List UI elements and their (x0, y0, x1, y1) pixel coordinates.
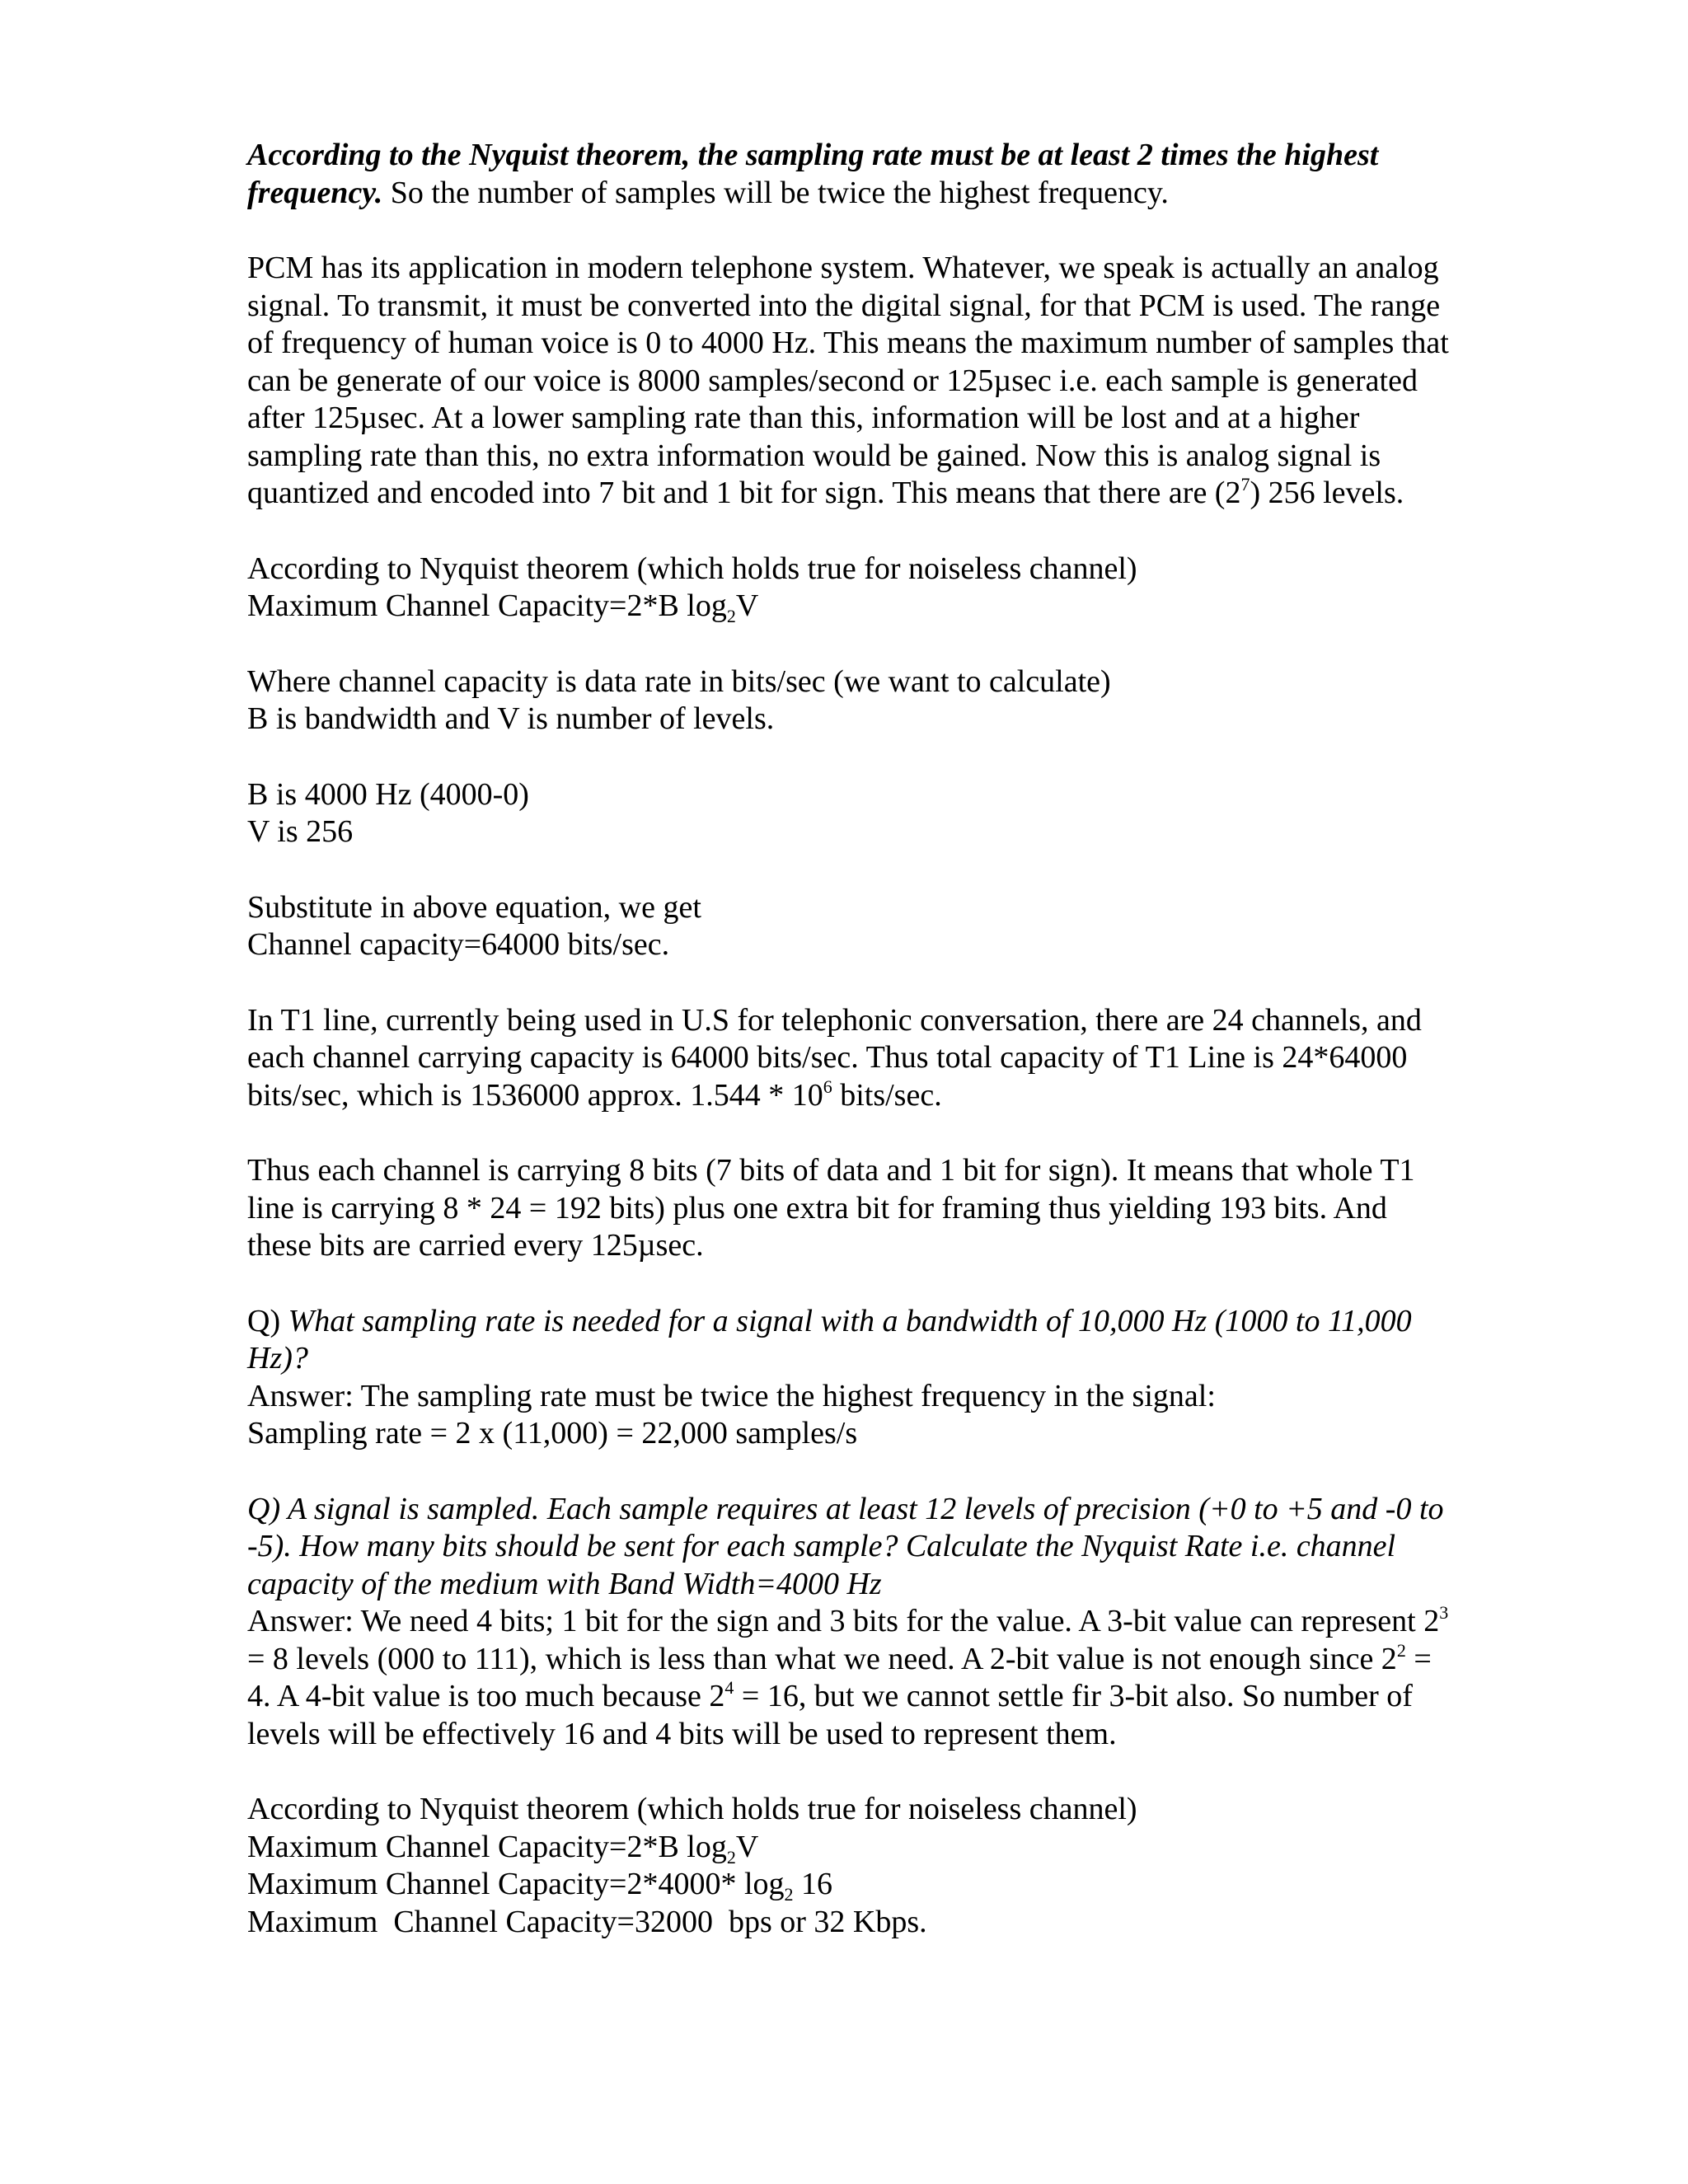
intro-paragraph (247, 137, 1451, 212)
capacity-formula-3 (247, 1866, 1451, 1904)
answer-2-exp-3: 4 (724, 1677, 734, 1698)
bandwidth-value: B is 4000 Hz (4000-0) (247, 776, 529, 812)
answer-2-part-3: = 4. A 4-bit value is too much because 2 (247, 1641, 1432, 1713)
answer-2 (247, 1603, 1451, 1753)
where-line-2: B is bandwidth and V is number of levels. (247, 701, 775, 736)
capacity-final: Maximum Channel Capacity=32000 bps or 32 Kbps. (247, 1904, 927, 1939)
answer-1-line-2: Sampling rate = 2 x (11,000) = 22,000 samples/s (247, 1416, 858, 1451)
answer-1-line-1: Answer: The sampling rate must be twice the highest frequency in the signal: (247, 1378, 1216, 1413)
answer-2-part-1: Answer: We need 4 bits; 1 bit for the sign and 3 bits for the value. A 3-bit value can represent 2 (247, 1604, 1440, 1638)
formula-2-a: Maximum Channel Capacity=2*B log (247, 1829, 727, 1864)
t1-paragraph (247, 1002, 1451, 1115)
formula-2-b: V (735, 1829, 759, 1864)
where-line-1: Where channel capacity is data rate in bits/sec (we want to calculate) (247, 663, 1111, 699)
answer-2-exp-1: 3 (1439, 1602, 1449, 1623)
formula-1-subscript: 2 (726, 606, 736, 626)
bits-paragraph: Thus each channel is carrying 8 bits (7 bits of data and 1 bit for sign). It means that whole T1 line is carrying 8 * 24 = 192 bits) plus one extra bit for framing thus yielding 193 bits. And these bits are carried every 125µsec. (247, 1153, 1415, 1263)
formula-2-subscript: 2 (726, 1846, 736, 1868)
formula-1-a: Maximum Channel Capacity=2*B log (247, 588, 727, 623)
t1-text: In T1 line, currently being used in U.S for telephonic conversation, there are 24 channels, and each channel carrying capacity is 64000 bits/sec. Thus total capacity of T1 Line is 24*64000 bits/sec, which is 1536000 approx. 1.544 * 10 (247, 1002, 1422, 1113)
capacity-formula-2 (247, 1829, 1451, 1867)
levels-value: V is 256 (247, 814, 354, 849)
pcm-text: PCM has its application in modern telephone system. Whatever, we speak is actually an analog signal. To transmit, it must be converted into the digital signal, for that PCM is used. The range of frequency of human voice is 0 to 4000 Hz. This means the maximum number of samples that can be generate of our voice is 8000 samples/second or 125µsec i.e. each sample is generated after 125µsec. At a lower sampling rate than this, information will be lost and at a higher sampling rate than this, no extra information would be gained. Now this is analog signal is quantized and encoded into 7 bit and 1 bit for sign. This means that there are (2 (247, 251, 1449, 510)
answer-2-exp-2: 2 (1396, 1639, 1406, 1661)
formula-3-subscript: 2 (784, 1884, 794, 1905)
question-1-prefix: Q) (247, 1303, 288, 1338)
substitute-line: Substitute in above equation, we get (247, 889, 701, 925)
intro-emphasis: According to the Nyquist theorem, the sampling rate must be at least 2 times the highest frequency. (247, 138, 1379, 210)
question-2: Q) A signal is sampled. Each sample requires at least 12 levels of precision (+0 to +5 and -0 to -5). How many bits should be sent for each sample? Calculate the Nyquist Rate i.e. channel capacity of the medium with Band Width=4000 Hz (247, 1491, 1444, 1601)
question-1 (247, 1303, 1451, 1378)
nyquist-statement-2: According to Nyquist theorem (which holds true for noiseless channel) (247, 1792, 1137, 1826)
pcm-paragraph (247, 250, 1451, 513)
formula-3-b: 16 (793, 1867, 833, 1901)
document-page (247, 137, 1451, 1941)
formula-3-a: Maximum Channel Capacity=2*4000* log (247, 1867, 785, 1901)
pcm-end: ) 256 levels. (1250, 476, 1404, 510)
answer-2-part-2: = 8 levels (000 to 111), which is less than what we need. A 2-bit value is not enough since 2 (247, 1641, 1397, 1676)
t1-exponent: 6 (823, 1076, 832, 1097)
pcm-exponent: 7 (1240, 474, 1250, 494)
formula-1-b: V (735, 588, 759, 623)
capacity-result: Channel capacity=64000 bits/sec. (247, 927, 670, 962)
capacity-formula-1 (247, 588, 1451, 626)
t1-end: bits/sec. (832, 1077, 942, 1113)
answer-2-part-4: = 16, but we cannot settle fir 3-bit also. So number of levels will be effectively 16 and 4 bits will be used to represent them. (247, 1679, 1413, 1751)
question-1-text: What sampling rate is needed for a signal with a bandwidth of 10,000 Hz (1000 to 11,000 Hz)? (247, 1303, 1412, 1376)
nyquist-statement-1: According to Nyquist theorem (which holds true for noiseless channel) (247, 551, 1137, 586)
intro-rest: So the number of samples will be twice the highest frequency. (382, 175, 1169, 210)
